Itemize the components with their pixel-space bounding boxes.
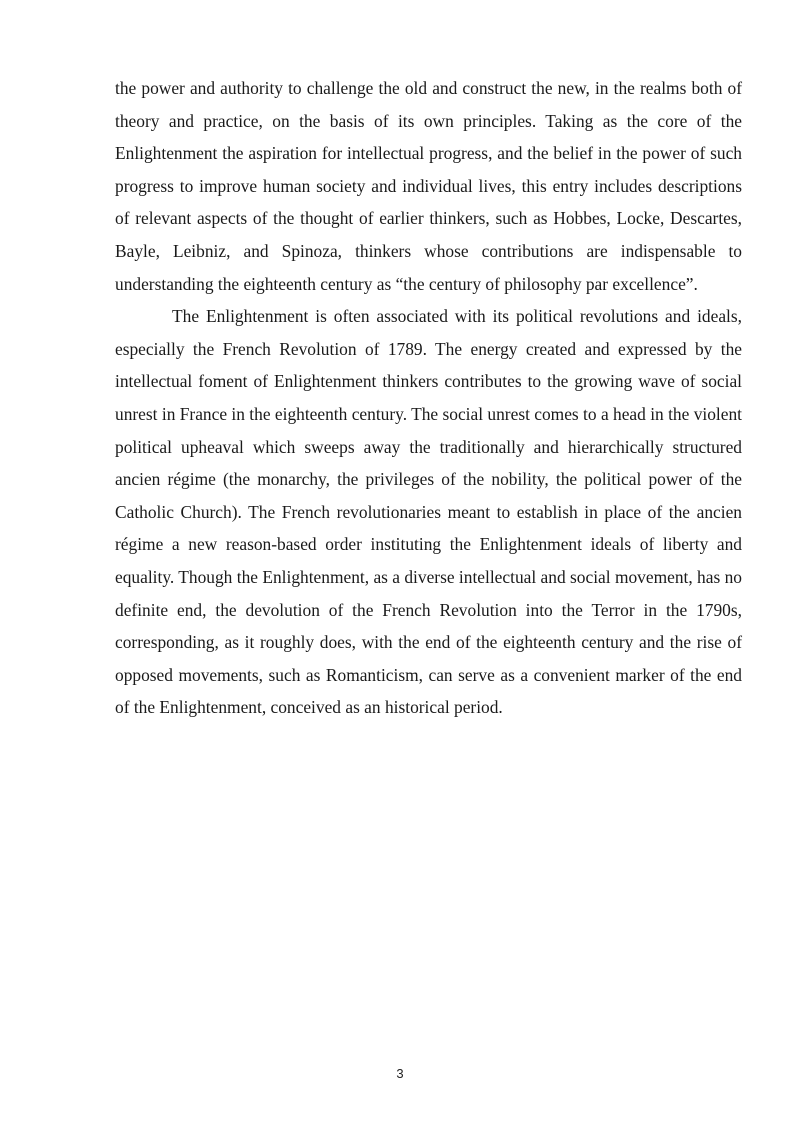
paragraph-continuation: the power and authority to challenge the old and construct the new, in the realms both of theory and practice, on the basis of its own principles. Taking as the core of the Enlightenment the aspiration for intellectual progress, and the belief in the power of such progress to improve human society and individual lives, this entry includes descriptions of relevant aspects of the thought of earlier thinkers, such as Hobbes, Locke, Descartes, Bayle, Leibniz, and Spinoza, thinkers whose contributions are indispensable to understanding the eighteenth century as “the century of philosophy par excellence”. — [115, 78, 742, 294]
page-number: 3 — [396, 1066, 404, 1081]
paragraph-enlightenment-revolutions: The Enlightenment is often associated with its political revolutions and ideals, especially the French Revolution of 1789. The energy created and expressed by the intellectual foment of Enlightenment thinkers contributes to the growing wave of social unrest in France in the eighteenth century. The social unrest comes to a head in the violent political upheaval which sweeps away the traditionally and hierarchically structured ancien régime (the monarchy, the privileges of the nobility, the political power of the Catholic Church). The French revolutionaries meant to establish in place of the ancien régime a new reason-based order instituting the Enlightenment ideals of liberty and equality. Though the Enlightenment, as a diverse intellectual and social movement, has no definite end, the devolution of the French Revolution into the Terror in the 1790s, corresponding, as it roughly does, with the end of the eighteenth century and the rise of opposed movements, such as Romanticism, can serve as a convenient marker of the end of the Enlightenment, conceived as an historical period. — [115, 306, 742, 718]
body-text — [115, 72, 742, 724]
